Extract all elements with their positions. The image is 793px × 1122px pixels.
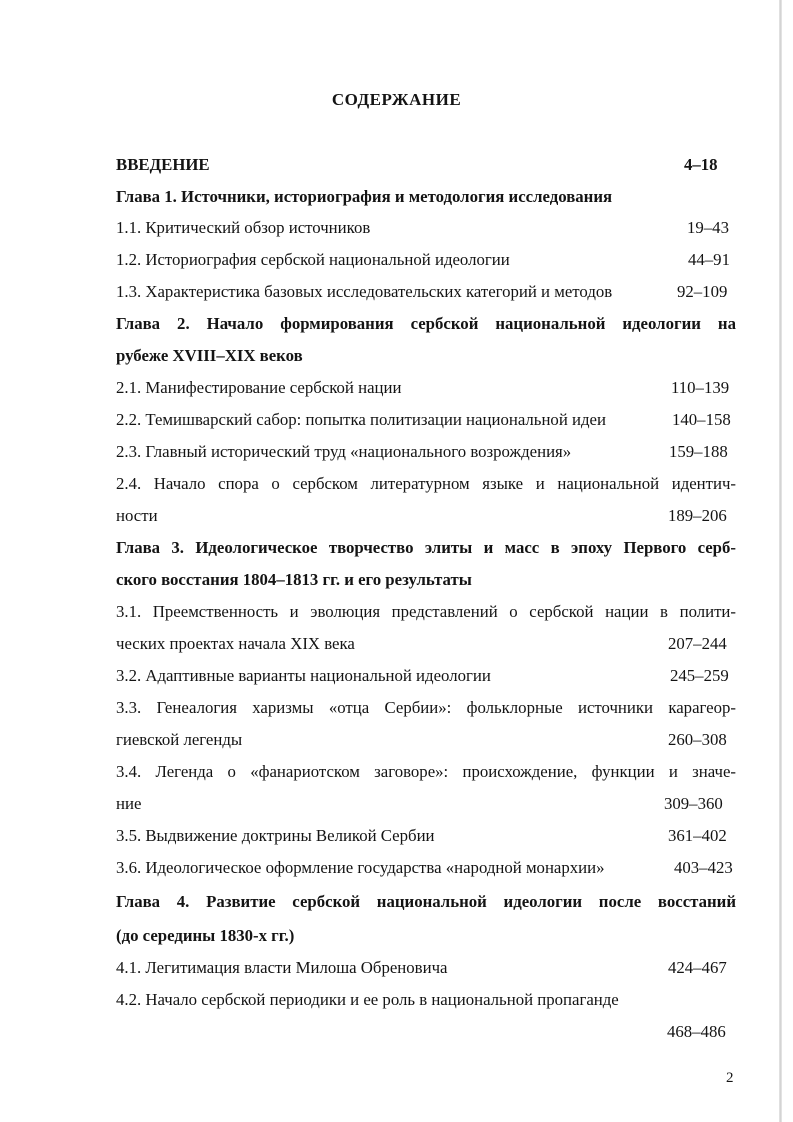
toc-entry-label: ческих проектах начала XIX века (116, 634, 355, 653)
toc-entry-pages: 44–91 (688, 250, 730, 269)
toc-entry-label: гиевской легенды (116, 730, 243, 749)
toc-entry-3-4-line1 (116, 760, 736, 784)
chapter-title: ского восстания 1804–1813 гг. и его результаты (116, 570, 472, 589)
page-title: СОДЕРЖАНИЕ (331, 90, 462, 109)
toc-entry-label: 3.1. Преемственность и эволюция представлений о сербской нации в полити- (116, 602, 736, 621)
toc-entry-1-2 (116, 248, 736, 272)
toc-entry-pages: 189–206 (668, 506, 727, 525)
toc-entry-pages: 403–423 (674, 858, 733, 877)
toc-entry-4-2-pages-line (116, 1020, 736, 1044)
toc-chapter-1-title (116, 185, 736, 209)
chapter-title: Глава 4. Развитие сербской национальной идеологии после восстаний (116, 892, 736, 911)
toc-entry-2-1 (116, 376, 736, 400)
toc-entry-label: 3.5. Выдвижение доктрины Великой Сербии (116, 826, 435, 845)
toc-entry-pages: 207–244 (668, 634, 727, 653)
toc-entry-label: 3.6. Идеологическое оформление государства «народной монархии» (116, 858, 605, 877)
toc-entry-label: ВВЕДЕНИЕ (116, 155, 210, 174)
toc-entry-label: 4.1. Легитимация власти Милоша Обреновича (116, 958, 448, 977)
toc-entry-3-2 (116, 664, 736, 688)
toc-entry-2-3 (116, 440, 736, 464)
toc-entry-label: ние (116, 794, 142, 813)
toc-entry-1-1 (116, 216, 736, 240)
toc-entry-pages: 260–308 (668, 730, 727, 749)
toc-entry-4-2 (116, 988, 736, 1012)
toc-entry-2-2 (116, 408, 736, 432)
toc-entry-pages: 92–109 (677, 282, 728, 301)
toc-entry-pages: 424–467 (668, 958, 727, 977)
toc-entry-3-6 (116, 856, 736, 880)
toc-entry-label: 1.2. Историография сербской национальной идеологии (116, 250, 510, 269)
toc-entry-label: 3.4. Легенда о «фанариотском заговоре»: происхождение, функции и значе- (116, 762, 736, 781)
toc-entry-3-1-line1 (116, 600, 736, 624)
toc-entry-intro (116, 153, 736, 177)
toc-entry-label: 3.2. Адаптивные варианты национальной идеологии (116, 666, 491, 685)
page-number: 2 (726, 1070, 734, 1086)
toc-entry-label: 2.3. Главный исторический труд «национального возрождения» (116, 442, 572, 461)
toc-entry-label: 2.2. Темишварский сабор: попытка политизации национальной идеи (116, 410, 606, 429)
toc-entry-3-1-line2 (116, 632, 736, 656)
toc-entry-label: 2.1. Манифестирование сербской нации (116, 378, 402, 397)
toc-entry-3-4-line2 (116, 792, 736, 816)
toc-chapter-4-title-line1 (116, 890, 736, 914)
chapter-title: (до середины 1830-х гг.) (116, 926, 295, 945)
chapter-title: рубеже XVIII–XIX веков (116, 346, 303, 365)
toc-entry-4-1 (116, 956, 736, 980)
toc-entry-label: 2.4. Начало спора о сербском литературном языке и национальной идентич- (116, 474, 736, 493)
chapter-title: Глава 2. Начало формирования сербской национальной идеологии на (116, 314, 736, 333)
toc-entry-2-4-line1 (116, 472, 736, 496)
toc-chapter-4-title-line2 (116, 924, 736, 948)
toc-entry-3-3-line2 (116, 728, 736, 752)
scan-edge (779, 0, 782, 1122)
toc-entry-pages: 361–402 (668, 826, 727, 845)
toc-entry-3-5 (116, 824, 736, 848)
toc-entry-pages: 159–188 (669, 442, 728, 461)
toc-entry-pages: 140–158 (672, 410, 731, 429)
toc-entry-label: 1.1. Критический обзор источников (116, 218, 371, 237)
toc-entry-label: 4.2. Начало сербской периодики и ее роль в национальной пропаганде (116, 990, 619, 1009)
toc-chapter-3-title-line1 (116, 536, 736, 560)
toc-entry-pages: 19–43 (687, 218, 729, 237)
toc-entry-pages: 309–360 (664, 794, 723, 813)
toc-entry-2-4-line2 (116, 504, 736, 528)
toc-chapter-2-title-line2 (116, 344, 736, 368)
toc-entry-3-3-line1 (116, 696, 736, 720)
toc-entry-label: ности (116, 506, 158, 525)
toc-chapter-3-title-line2 (116, 568, 736, 592)
toc-entry-pages: 110–139 (671, 378, 730, 397)
chapter-title: Глава 1. Источники, историография и методология исследования (116, 187, 613, 206)
chapter-title: Глава 3. Идеологическое творчество элиты и масс в эпоху Первого серб- (116, 538, 736, 557)
toc-entry-label: 1.3. Характеристика базовых исследовательских категорий и методов (116, 282, 613, 301)
toc-chapter-2-title-line1 (116, 312, 736, 336)
toc-entry-1-3 (116, 280, 736, 304)
toc-entry-pages: 4–18 (684, 155, 718, 174)
toc-entry-pages: 468–486 (667, 1022, 726, 1041)
toc-entry-pages: 245–259 (670, 666, 729, 685)
toc-entry-label: 3.3. Генеалогия харизмы «отца Сербии»: фольклорные источники карагеор- (116, 698, 736, 717)
